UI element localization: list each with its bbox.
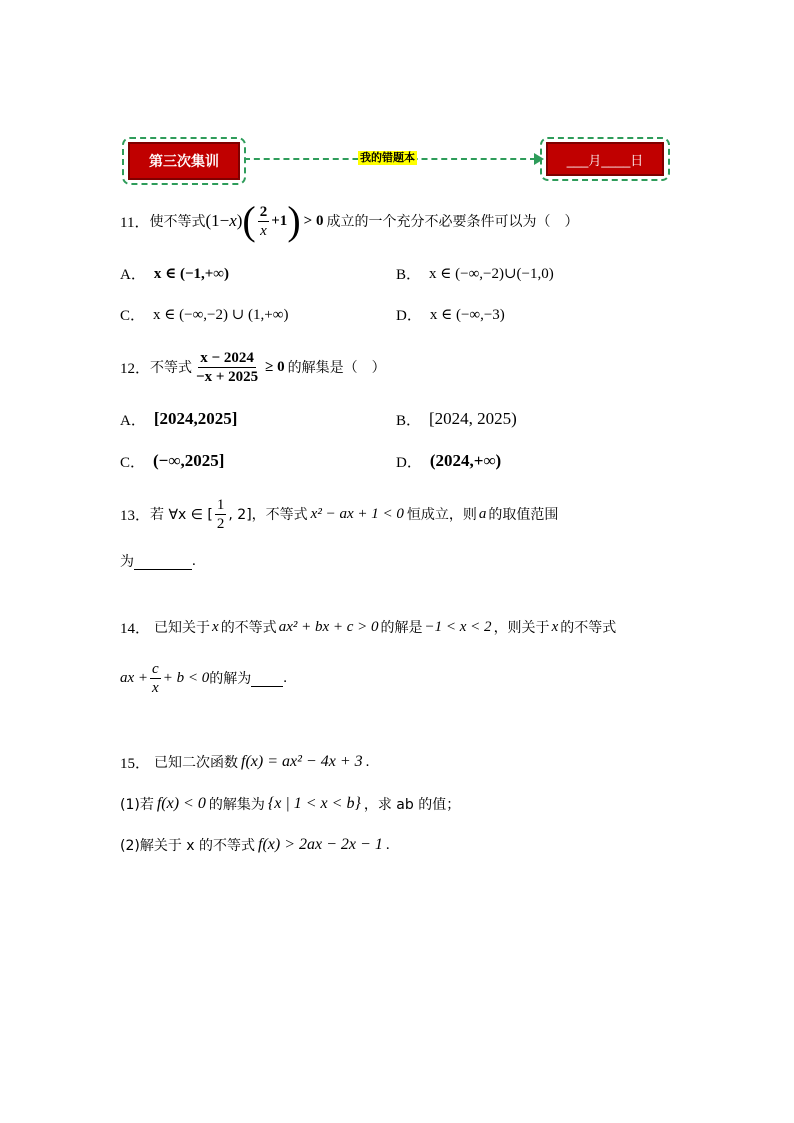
q15-part2: [120, 833, 390, 857]
date-badge: ___月____日: [546, 142, 664, 176]
q13-line2-prefix: 为: [120, 554, 134, 570]
q14-mid4: 的不等式: [560, 620, 617, 636]
q14-fraction: [150, 660, 161, 697]
q13-frac-den: 2: [216, 515, 225, 532]
q14-mid1: 的不等式: [220, 620, 277, 636]
q11-expr-a: (1−: [205, 211, 230, 230]
q13-var: a: [478, 505, 487, 522]
q12-number: 12．: [120, 360, 151, 377]
q14-ineq: ax² + bx + c > 0: [278, 618, 379, 635]
q14-line2-suffix: 的解为: [209, 671, 252, 687]
q14-mid3: ，则关于: [493, 620, 550, 636]
q14-answer-blank[interactable]: [251, 670, 283, 687]
q11-c-label: C．: [120, 307, 146, 324]
q15-p2-label: (2)解关于 x 的不等式: [120, 838, 256, 854]
q15-p1-label: (1)若: [120, 797, 154, 813]
q14-range: −1 < x < 2: [424, 618, 492, 635]
q11-d-label: D．: [396, 307, 422, 324]
q13-line2: [120, 550, 196, 572]
q15-p1-mid: 的解集为: [208, 797, 265, 813]
q11-expr-b: ): [236, 211, 243, 230]
q11-b-text: x ∈ (−∞,−2)∪(−1,0): [429, 265, 554, 282]
q12-option-c: [120, 450, 224, 472]
q11-suffix: 成立的一个充分不必要条件可以为（ ）: [326, 214, 579, 230]
q14-var-x: x: [212, 618, 219, 635]
q13-fraction: [215, 496, 227, 533]
q14-line2-end: .: [283, 669, 287, 686]
q11-number: 11．: [120, 214, 150, 231]
q12-frac-den: −x + 2025: [196, 368, 259, 385]
q15-p2-expr: f(x) > 2ax − 2x − 1: [258, 836, 383, 853]
q14-line2: [120, 656, 287, 700]
q11-expr-x: x: [229, 211, 237, 230]
q14-var-x2: x: [551, 618, 559, 635]
connector-label: 我的错题本: [360, 152, 415, 164]
q13-suffix2: 的取值范围: [488, 507, 559, 523]
q13-frac-num: 1: [216, 496, 225, 513]
q12-stem: [120, 345, 386, 389]
q11-plus1: +1: [271, 212, 288, 229]
q12-d-text: (2024,+∞): [429, 451, 502, 470]
q12-a-text: [2024,2025]: [153, 409, 238, 428]
q11-gt0: > 0: [303, 212, 324, 229]
q15-p2-end: .: [385, 836, 390, 853]
q13-suffix: 恒成立，则: [406, 507, 477, 523]
q12-b-label: B．: [396, 412, 422, 429]
q12-c-text: (−∞,2025]: [153, 451, 225, 470]
q12-option-a: [120, 408, 237, 430]
q13-answer-blank[interactable]: [134, 553, 192, 570]
q13-stem: [120, 494, 558, 534]
q15-part1: [120, 792, 460, 816]
q13-number: 13．: [120, 507, 151, 524]
q15-func: f(x) = ax² − 4x + 3: [241, 753, 363, 770]
q11-option-d: [396, 303, 505, 325]
q15-p1-set: {x | 1 < x < b}: [267, 795, 361, 812]
q14-frac-den: x: [152, 679, 159, 696]
q13-prefix: 若 ∀x ∈ [: [150, 507, 213, 523]
q15-number: 15．: [120, 755, 151, 772]
q12-d-label: D．: [396, 454, 422, 471]
q11-fraction: [258, 203, 270, 240]
q12-fraction: [194, 349, 260, 386]
q12-option-b: [396, 408, 517, 430]
q11-paren-close: ): [287, 198, 301, 243]
q11-stem: [120, 198, 578, 244]
q15-stem: [120, 750, 369, 774]
q11-a-text: x ∈ (−1,+∞): [153, 265, 229, 282]
q11-frac-den: x: [260, 222, 267, 239]
q14-prefix: 已知关于: [154, 620, 211, 636]
q14-stem: [120, 615, 616, 639]
q11-option-a: [120, 262, 229, 284]
q14-line2-b: + b < 0: [162, 669, 210, 686]
q13-mid: , 2]，不等式: [228, 507, 308, 523]
q15-p1-expr: f(x) < 0: [156, 795, 206, 812]
q13-line2-suffix: .: [192, 552, 196, 569]
q14-number: 14．: [120, 620, 151, 637]
q14-frac-num: c: [152, 660, 159, 677]
q11-prefix: 使不等式: [149, 214, 206, 230]
q11-b-label: B．: [396, 266, 422, 283]
q14-line2-a: ax +: [120, 669, 149, 686]
q15-p1-suffix: ，求 ab 的值；: [363, 797, 461, 813]
q11-frac-num: 2: [259, 203, 268, 220]
q12-option-d: [396, 450, 501, 472]
q15-prefix: 已知二次函数: [154, 755, 239, 771]
q12-frac-num: x − 2024: [200, 349, 254, 366]
q11-option-b: [396, 262, 554, 284]
q12-prefix: 不等式: [150, 360, 193, 376]
q11-option-c: [120, 303, 288, 325]
q13-ineq: x² − ax + 1 < 0: [310, 505, 404, 522]
q11-d-text: x ∈ (−∞,−3): [429, 306, 505, 323]
q12-suffix: 的解集是（ ）: [287, 360, 386, 376]
q11-paren-open: (: [242, 198, 256, 243]
q11-c-text: x ∈ (−∞,−2) ∪ (1,+∞): [153, 306, 289, 323]
q11-a-label: A．: [120, 266, 146, 283]
left-badge: 第三次集训: [128, 142, 240, 180]
q12-c-label: C．: [120, 454, 146, 471]
q15-end: .: [365, 753, 370, 770]
q14-mid2: 的解是: [380, 620, 423, 636]
q12-b-text: [2024, 2025): [429, 409, 517, 428]
q12-a-label: A．: [120, 412, 146, 429]
q12-ge0: ≥ 0: [265, 358, 285, 375]
